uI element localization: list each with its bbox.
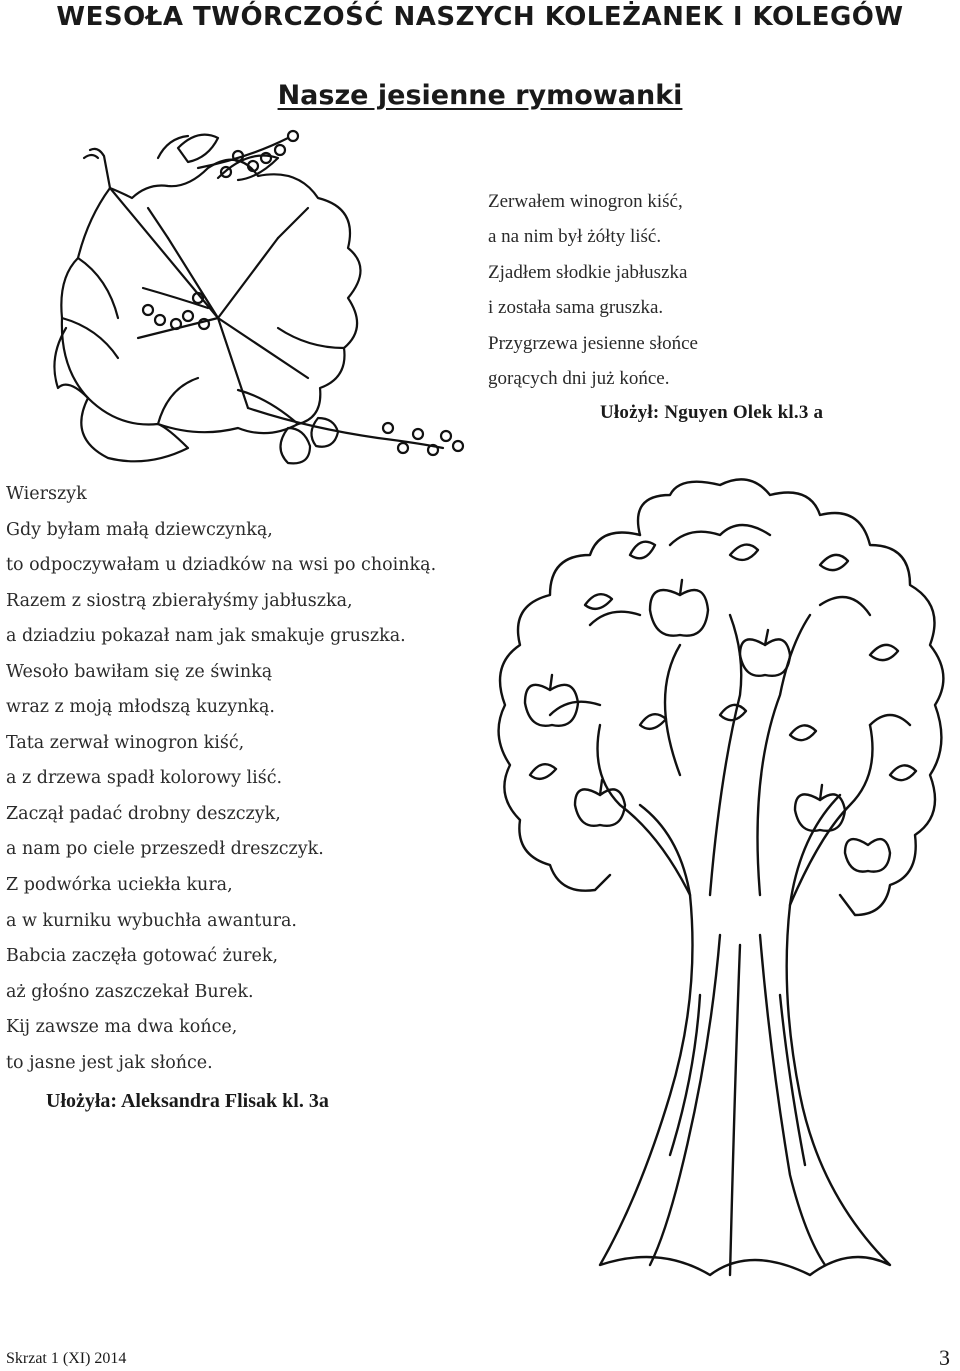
poem-line: Tata zerwał winogron kiść, bbox=[6, 732, 245, 753]
poem-line: Zjadłem słodkie jabłuszka bbox=[488, 261, 688, 283]
poem-section-title: Nasze jesienne rymowanki bbox=[277, 80, 683, 111]
poem-line: to jasne jest jak słońce. bbox=[6, 1052, 213, 1073]
poem-line: Przygrzewa jesienne słońce bbox=[488, 332, 698, 354]
poem-2-author: Ułożyła: Aleksandra Flisak kl. 3a bbox=[46, 1090, 329, 1112]
apple-tree-illustration bbox=[490, 475, 954, 1315]
publication-info: Skrzat 1 (XI) 2014 bbox=[6, 1350, 127, 1367]
poem-line: Gdy byłam małą dziewczynką, bbox=[6, 519, 273, 540]
poem-line: aż głośno zaszczekał Burek. bbox=[6, 981, 254, 1002]
poem-line: gorących dni już końce. bbox=[488, 368, 670, 390]
poem-line: i została sama gruszka. bbox=[488, 297, 664, 319]
poem-line: a z drzewa spadł kolorowy liść. bbox=[6, 768, 283, 789]
apple-fruit bbox=[650, 580, 708, 636]
poem-line: Wesoło bawiłam się ze świnką bbox=[6, 661, 273, 682]
poem-line: a na nim był żółty liść. bbox=[488, 226, 662, 248]
poem-1 bbox=[488, 184, 698, 396]
poem-line: a w kurniku wybuchła awantura. bbox=[6, 910, 297, 931]
poem-line: Babcia zaczęła gotować żurek, bbox=[6, 946, 279, 967]
poem-title-line: Wierszyk bbox=[6, 484, 87, 504]
poem-line: Kij zawsze ma dwa końce, bbox=[6, 1017, 238, 1038]
poem-line: a nam po ciele przeszedł dreszczyk. bbox=[6, 839, 324, 860]
poem-line: a dziadziu pokazał nam jak smakuje gruszka. bbox=[6, 626, 406, 647]
page-number: 3 bbox=[939, 1345, 950, 1370]
page-title: WESOŁA TWÓRCZOŚĆ NASZYCH KOLEŻANEK I KOLEGÓW bbox=[56, 2, 904, 32]
autumn-leaf-illustration bbox=[48, 128, 468, 478]
poem-1-author: Ułożył: Nguyen Olek kl.3 a bbox=[600, 402, 824, 423]
poem-line: Razem z siostrą zbierałyśmy jabłuszka, bbox=[6, 590, 353, 611]
poem-line: to odpoczywałam u dziadków na wsi po choinką. bbox=[6, 555, 437, 576]
poem-line: Zaczął padać drobny deszczyk, bbox=[6, 803, 281, 824]
poem-line: Z podwórka uciekła kura, bbox=[6, 875, 233, 896]
poem-2 bbox=[6, 477, 436, 1081]
poem-line: wraz z moją młodszą kuzynką. bbox=[6, 697, 275, 718]
poem-line: Zerwałem winogron kiść, bbox=[488, 191, 683, 212]
